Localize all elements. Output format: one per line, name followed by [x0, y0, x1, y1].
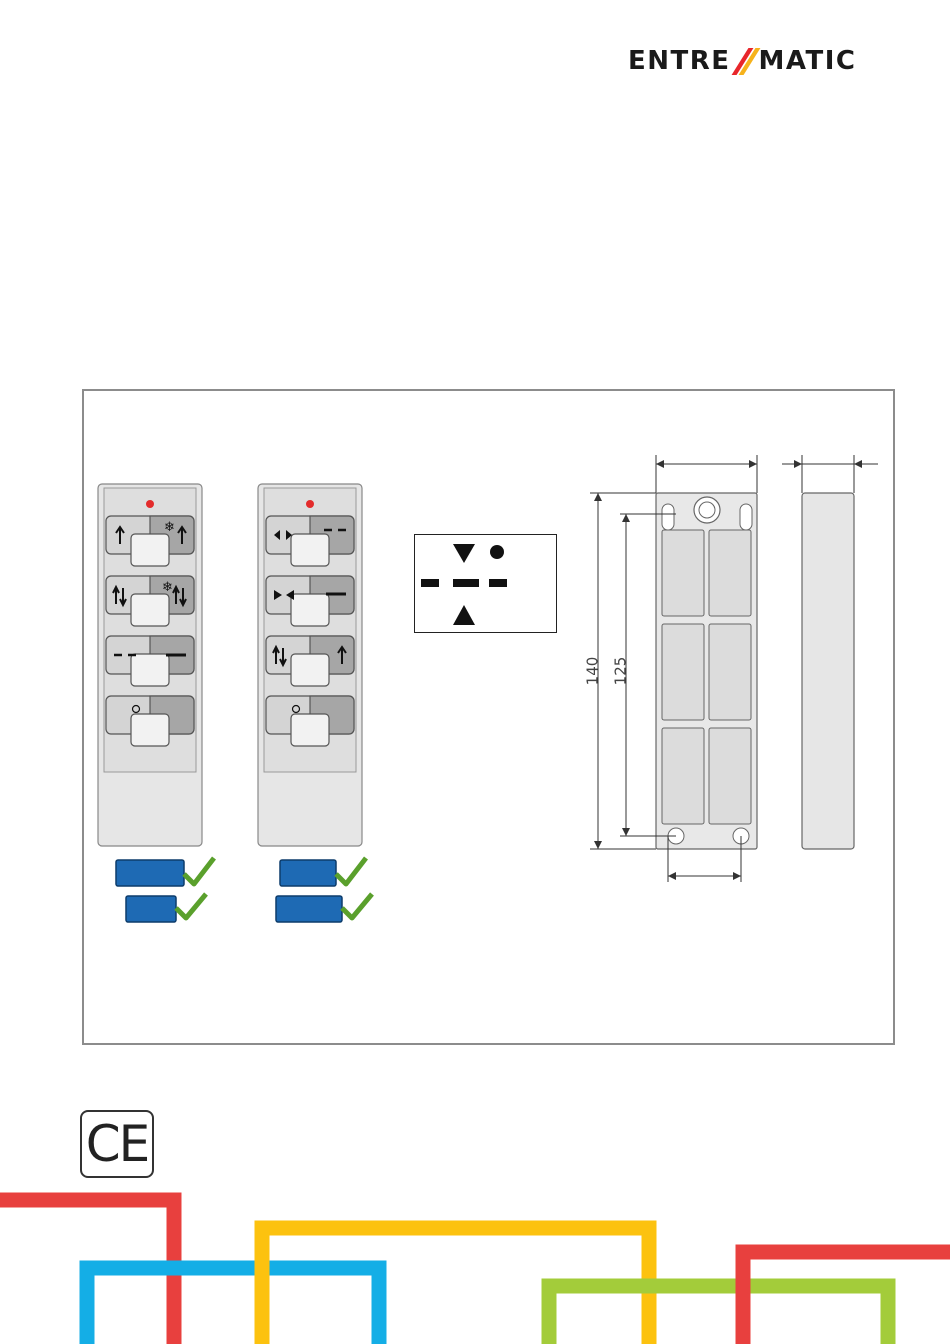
badge-right-2 [276, 894, 372, 922]
snowflake-icon: ❄ [164, 520, 175, 535]
badge-left-2 [126, 894, 206, 922]
checkmark-icon [336, 858, 366, 884]
remote-left [98, 484, 202, 846]
checkmark-icon [176, 894, 206, 918]
dimension-label-125: 125 [611, 656, 630, 686]
led-indicator [146, 500, 154, 508]
remote-controls-illustration [94, 480, 374, 850]
symbol-legend-box [414, 534, 557, 633]
remote-right [258, 484, 362, 846]
decorative-color-frames [0, 1190, 950, 1344]
checkmark-icon [342, 894, 372, 918]
badge-right-1 [280, 858, 366, 886]
dot-icon [490, 545, 504, 559]
snowflake-icon: ❄ [162, 580, 173, 595]
dimension-label-140: 140 [583, 656, 602, 686]
triangle-down-icon [453, 544, 475, 563]
led-indicator [306, 500, 314, 508]
entrematic-logo [628, 46, 903, 76]
red-frame-right [743, 1252, 950, 1344]
logo-slash-mark [732, 48, 758, 74]
badge-left-1 [116, 858, 214, 886]
compatibility-badges [108, 848, 388, 928]
checkmark-icon [184, 858, 214, 884]
mounting-plate-front [656, 493, 757, 849]
ce-mark: CE [80, 1110, 154, 1178]
mounting-plate-side [802, 493, 854, 849]
green-frame [549, 1286, 888, 1344]
triangle-up-icon [453, 605, 475, 625]
logo-text-right: MATIC [758, 46, 857, 76]
blue-frame [87, 1268, 379, 1344]
dash-row-icon [421, 579, 507, 587]
logo-text-left: ENTRE [628, 46, 731, 76]
